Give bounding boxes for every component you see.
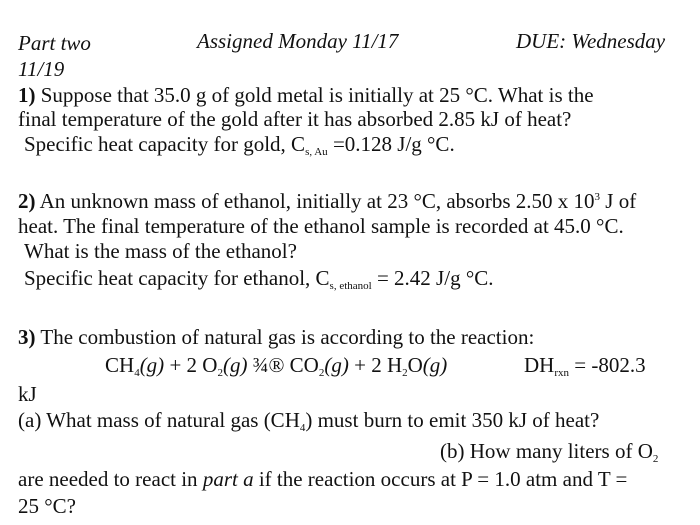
q3a-text-post: ) must burn to emit 350 kJ of heat? [305, 408, 600, 432]
eq-plus-2: + 2 H [348, 353, 403, 377]
q2-specific-heat-value: = 2.42 J/g °C. [371, 266, 494, 290]
q3a-text-pre: (a) What mass of natural gas (CH [18, 408, 300, 432]
eq-co: CO [289, 353, 319, 377]
question-2-line-2: heat. The final temperature of the ethanol sample is recorded at 45.0 °C. [18, 214, 624, 238]
eq-arrow: ¾® [247, 353, 290, 377]
eq-state-1: (g) [139, 353, 165, 377]
q3b-cont-pre: are needed to react in [18, 467, 203, 491]
question-2-line-3: What is the mass of the ethanol? [24, 239, 297, 263]
dh-sub: rxn [554, 367, 570, 379]
q1-specific-heat-text: Specific heat capacity for gold, C [24, 132, 306, 156]
question-2-line-1 [18, 191, 636, 212]
eq-state-4: (g) [422, 353, 448, 377]
assigned-date: Assigned Monday 11/17 [197, 29, 399, 53]
dh-number: = -802.3 [569, 353, 646, 377]
q2-exponent: 3 [594, 191, 601, 203]
q1-specific-heat-value: =0.128 J/g °C. [327, 132, 455, 156]
question-1-line-3 [24, 132, 455, 158]
part-label: Part two [18, 31, 91, 55]
question-1-text-1: Suppose that 35.0 g of gold metal is initially at 25 °C. What is the [40, 83, 594, 107]
eq-h2-sub: 2 [402, 367, 408, 379]
eq-ch: CH [105, 353, 135, 377]
question-3-line-1 [18, 327, 534, 348]
question-1-number: 1) [18, 83, 36, 107]
q3b-cont-italic: part a [202, 467, 254, 491]
question-3-part-a [18, 408, 600, 434]
q3b-text-pre: (b) How many liters of O [440, 439, 653, 463]
q2-specific-heat-sub: s, ethanol [329, 280, 372, 292]
dh-label: DH [524, 353, 555, 377]
q2-text-1-post: J of [600, 189, 637, 213]
eq-o: O [407, 353, 423, 377]
question-1-line-2: final temperature of the gold after it has absorbed 2.85 kJ of heat? [18, 107, 572, 131]
eq-o2-sub: 2 [217, 367, 223, 379]
q3-text-1: The combustion of natural gas is according to the reaction: [40, 325, 535, 349]
q1-specific-heat-sub: s, Au [305, 146, 328, 158]
question-3-part-b-end: 25 °C? [18, 494, 76, 518]
q2-text-1-pre: An unknown mass of ethanol, initially at 23 °C, absorbs 2.50 x 10 [39, 189, 595, 213]
eq-ch-sub: 4 [134, 367, 140, 379]
question-1-line-1 [18, 85, 594, 106]
eq-co2-sub: 2 [318, 367, 325, 379]
due-date: 11/19 [18, 57, 65, 81]
enthalpy-value [524, 353, 646, 379]
q3b-sub: 2 [652, 453, 659, 465]
eq-state-3: (g) [324, 353, 349, 377]
q3a-sub: 4 [299, 422, 306, 434]
enthalpy-unit: kJ [18, 382, 37, 406]
question-3-number: 3) [18, 325, 36, 349]
q2-specific-heat-text: Specific heat capacity for ethanol, C [24, 266, 330, 290]
question-2-number: 2) [18, 189, 36, 213]
question-3-part-b-cont [18, 469, 627, 490]
eq-state-2: (g) [222, 353, 248, 377]
eq-plus-1: + 2 O [164, 353, 218, 377]
question-3-part-b [440, 439, 659, 465]
due-label: DUE: Wednesday [516, 29, 666, 53]
q3b-cont-post: if the reaction occurs at P = 1.0 atm and T = [253, 467, 628, 491]
question-2-line-4 [24, 266, 494, 292]
reaction-equation [105, 353, 448, 379]
